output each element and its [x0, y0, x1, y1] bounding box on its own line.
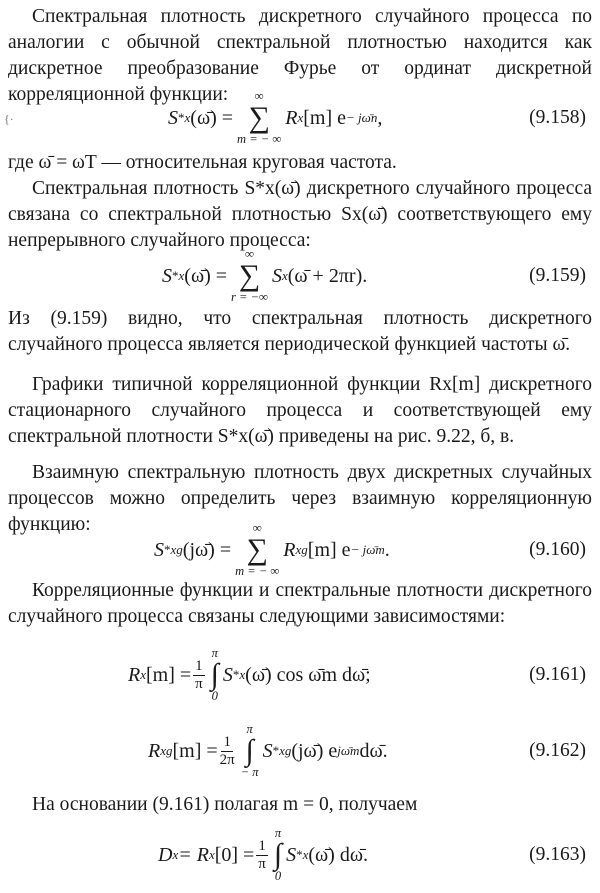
sum-operator: ∞ ∑ r = −∞ [231, 247, 268, 304]
paragraph-cross: Взаимную спектральную плотность двух дискретных случайных процессов можно определить через взаимную корреляционную функцию: [8, 462, 592, 535]
equation-9-162: R xg [m] = $\frac{1}{2\pi}$ π ∫ − π S * xg (jω̄) e jω̄m dω̄. (9.162) [148, 722, 586, 779]
integral-operator: π ∫ 0 [210, 646, 219, 703]
equation-number: (9.159) [529, 265, 586, 286]
equation-number: (9.162) [529, 740, 586, 761]
fraction: $\frac{1}{2\pi}$ [219, 733, 235, 768]
fraction: $\frac{1}{\pi}$ [258, 837, 266, 872]
paragraph-periodic: Из (9.159) видно, что спектральная плотность дискретного случайного процесса является периодической функцией частоты ω̄. [8, 308, 592, 355]
equation-9-161: R x [m] = $\frac{1}{\pi}$ π ∫ 0 S * x (ω̄) cos ω̄m dω̄; (9.161) [128, 646, 586, 703]
equation-number: (9.163) [529, 844, 586, 865]
integral-operator: π ∫ − π [240, 722, 259, 779]
equation-number: (9.160) [529, 539, 586, 560]
sum-operator: ∞ ∑ m = − ∞ [235, 521, 280, 578]
equation-9-163: D x = R x [0] = $\frac{1}{\pi}$ π ∫ 0 S * x (ω̄) dω̄. (9.163) [158, 826, 586, 883]
integral-operator: π ∫ 0 [273, 826, 283, 883]
equation-9-159: S * x (ω̄) = ∞ ∑ r = −∞ S x (ω̄ + 2πr). (9.159) [162, 247, 586, 304]
paragraph-intro: Спектральная плотность дискретного случайного процесса по аналогии с обычной спектральной плотностью находится как дискретное преобразование Фурье от ординат дискретной корреляционной функции: [8, 6, 592, 105]
equation-9-160: S * xg (jω̄) = ∞ ∑ m = − ∞ R xg [m] e − jω̄m . (9.160) [154, 521, 586, 578]
fraction: $\frac{1}{\pi}$ [195, 657, 203, 692]
equation-9-158: S * x (ω̄) = ∞ ∑ m = − ∞ R x [m] e − jω̄n , (9.158) [168, 89, 586, 146]
equation-number: (9.158) [529, 107, 586, 128]
sum-operator: ∞ ∑ m = − ∞ [237, 89, 282, 146]
equation-number: (9.161) [529, 664, 586, 685]
paragraph-where: где ω̄ = ωT — относительная круговая частота. [8, 152, 397, 173]
paragraph-based-on: На основании (9.161) полагая m = 0, получаем [32, 794, 418, 815]
margin-mark: {· [4, 112, 14, 126]
paragraph-relations: Корреляционные функции и спектральные плотности дискретного случайного процесса связаны следующими зависимостями: [8, 580, 592, 627]
paragraph-relation: Спектральная плотность S*x(ω̄) дискретного случайного процесса связана со спектральной плотностью Sx(ω̄) соответствующего ему непрерывного случайного процесса: [8, 178, 592, 251]
paragraph-graphs: Графики типичной корреляционной функции Rx[m] дискретного стационарного случайного процесса и соответствующей ему спектральной плотности S*x(ω̄) приведены на рис. 9.22, б, в. [8, 374, 592, 447]
